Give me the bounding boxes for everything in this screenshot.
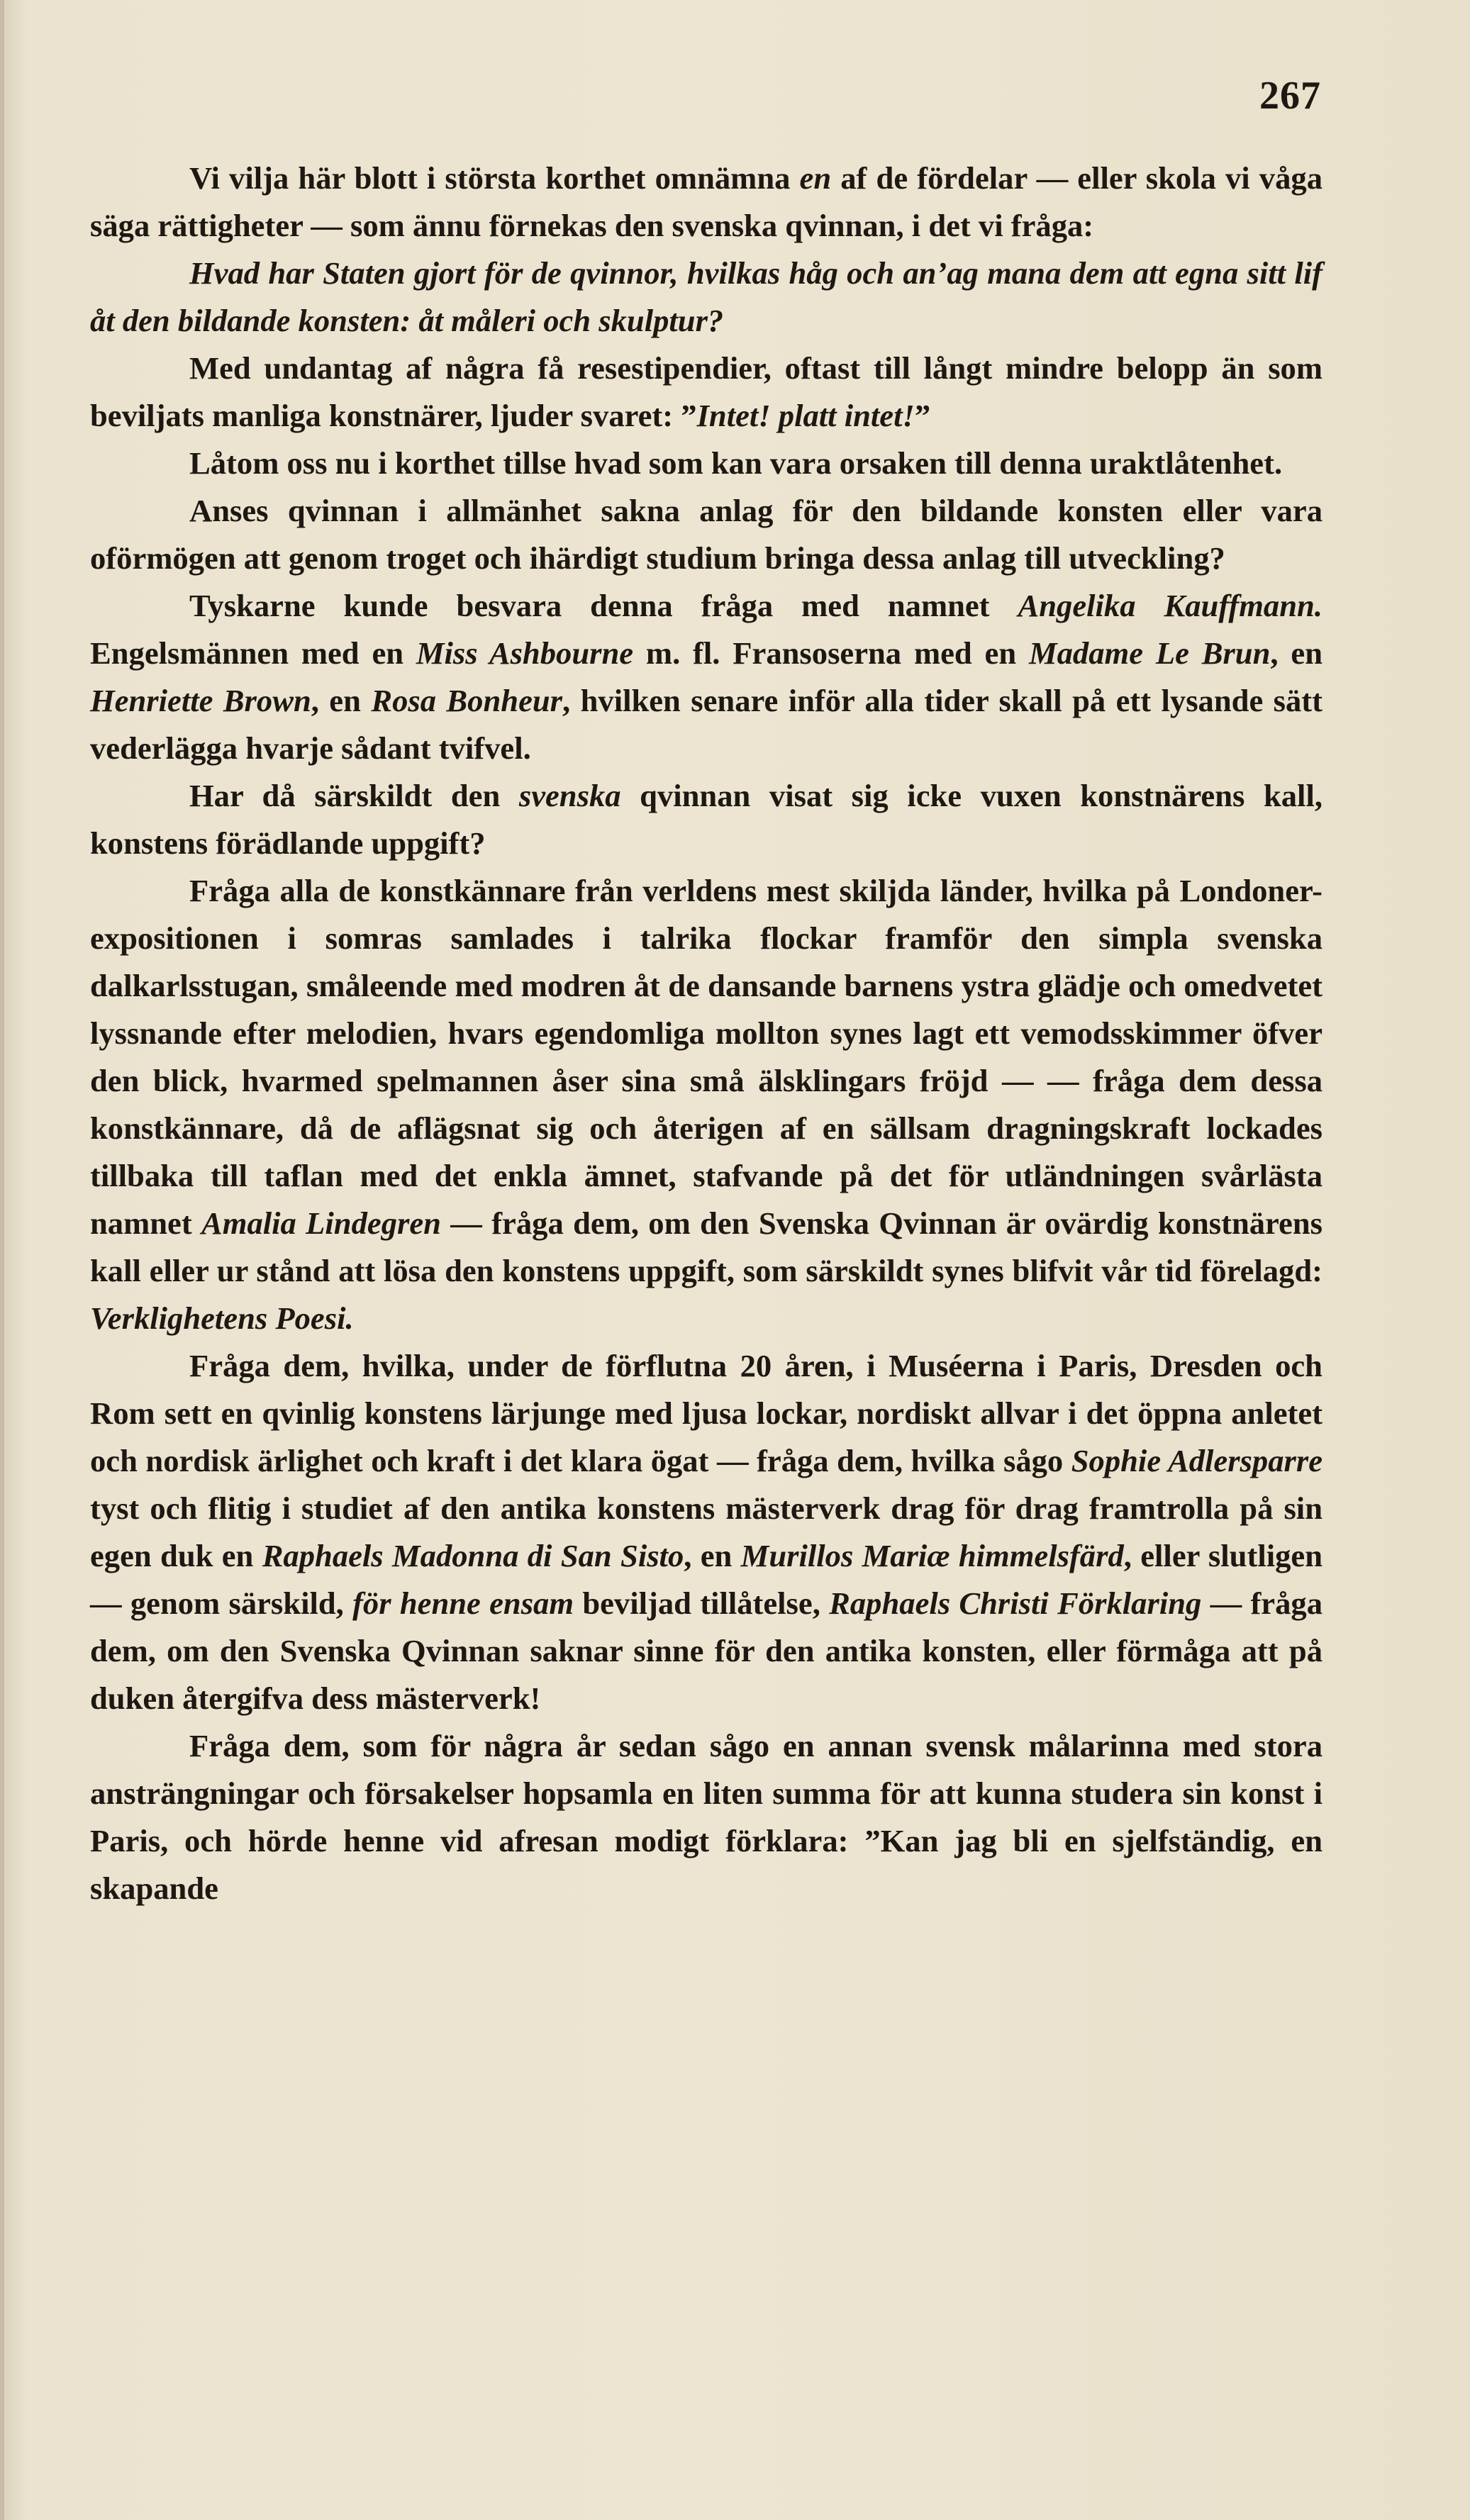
page-number: 267 [1259,74,1321,118]
paragraph [90,440,1323,487]
italic-text: Madame Le Brun [1028,635,1271,671]
text-run: Anses qvinnan i allmänhet sakna anlag för den bildande konsten eller vara oförmögen att genom troget och ihärdigt studium bringa dessa anlag till utveckling? [90,493,1323,576]
text-run: — fråga dem, om den Svenska Qvinnan saknar sinne för den antika konsten, eller förmåga att på duken återgifva dess mästerverk! [90,1585,1323,1716]
text-run: , eller slutligen — genom särskild, [90,1538,1323,1621]
italic-text: en [799,160,832,196]
text-run: af de fördelar — eller skola vi våga säga rättigheter — som ännu förnekas den svenska qvinnan, i det vi fråga: [90,160,1323,243]
paragraph [90,582,1323,772]
italic-text: Henriette Brown [90,683,311,718]
italic-text: Raphaels Madonna di San Sisto [262,1538,684,1573]
text-run: Tyskarne kunde besvara denna fråga med namnet [189,588,1018,623]
text-run: Med undantag af några få resestipendier, oftast till långt mindre belopp än som beviljats manliga konstnärer, ljuder svaret: ” [90,350,1323,433]
paragraph [90,1722,1323,1960]
italic-text: Rosa Bonheur [371,683,563,718]
paragraph [90,1342,1323,1722]
paragraph [90,867,1323,1342]
italic-text: Angelika Kauffmann. [1018,588,1323,623]
text-run: beviljad tillåtelse, [574,1585,830,1621]
italic-text: Sophie Adlersparre [1071,1443,1323,1478]
text-run: Fråga dem, som för några år sedan sågo en annan svensk målarinna med stora ansträngningar och försakelser hopsamla en liten summa för att kunna studera sin konst i Paris, och hörde henne vid afresan modigt förklara: ”Kan jag bli en sjelfständig, en skapande [90,1728,1323,1906]
text-run: Fråga alla de konstkännare från verldens mest skiljda länder, hvilka på Londoner-expositionen i somras samlades i talrika flockar framför den simpla svenska dalkarlsstugan, småleende med modren åt de dansande barnens ystra glädje och omedvetet lyssnande efter melodien, hvars egendomliga mollton synes lagt ett vemodsskimmer öfver den blick, hvarmed spelmannen åser sina små älsklingars fröjd — — fråga dem dessa konstkännare, då de aflägsnat sig och återigen af en sällsam dragningskraft lockades tillbaka till taflan med det enkla ämnet, stafvande på det för utländningen svårlästa namnet [90,873,1323,1241]
text-run: Har då särskildt den [189,778,519,813]
paragraph [90,487,1323,582]
italic-text: Miss Ashbourne [416,635,634,671]
text-run: , en [1270,635,1323,671]
text-run: Engelsmännen med en [90,635,416,671]
page-edge [0,0,4,2520]
text-run: — fråga dem, om den Svenska Qvinnan är ovärdig konstnärens kall eller ur stånd att lösa den konstens uppgift, som särskildt synes blifvit vår tid förelagd: [90,1205,1323,1288]
text-run: ” [914,398,931,433]
italic-text: Hvad har Staten gjort för de qvinnor, hvilkas håg och an’ag mana dem att egna sitt lif åt den bildande konsten: åt måleri och skulptur? [90,255,1323,338]
text-run: m. fl. Fransoserna med en [633,635,1029,671]
text-run: Vi vilja här blott i största korthet omnämna [189,160,800,196]
text-run: , en [311,683,372,718]
text-run: , hvilken senare inför alla tider skall på ett lysande sätt vederlägga hvarje sådant tvifvel. [90,683,1323,766]
paragraph [90,772,1323,867]
paragraph [90,345,1323,440]
text-run: Låtom oss nu i korthet tillse hvad som kan vara orsaken till denna uraktlåtenhet. [189,445,1283,481]
paragraph [90,155,1323,250]
text-run: tyst och flitig i studiet af den antika konstens mästerverk drag för drag framtrolla på sin egen duk en [90,1490,1323,1573]
italic-text: Amalia Lindegren [201,1205,441,1241]
text-run: qvinnan visat sig icke vuxen konstnärens kall, konstens förädlande uppgift? [90,778,1323,861]
body-text [90,155,1323,1960]
italic-text: Verklighetens Poesi. [90,1300,354,1336]
italic-text: för henne ensam [352,1585,574,1621]
italic-text: Murillos Mariæ himmelsfärd [740,1538,1124,1573]
text-run: , en [684,1538,741,1573]
paragraph [90,250,1323,345]
italic-text: Intet! platt intet! [696,398,915,433]
italic-text: Raphaels Christi Förklaring [829,1585,1202,1621]
italic-text: svenska [518,778,621,813]
text-run: Fråga dem, hvilka, under de förflutna 20 åren, i Muséerna i Paris, Dresden och Rom sett en qvinlig konstens lärjunge med ljusa lockar, nordiskt allvar i det öppna anletet och nordisk ärlighet och kraft i det klara ögat — fråga dem, hvilka sågo [90,1348,1323,1478]
